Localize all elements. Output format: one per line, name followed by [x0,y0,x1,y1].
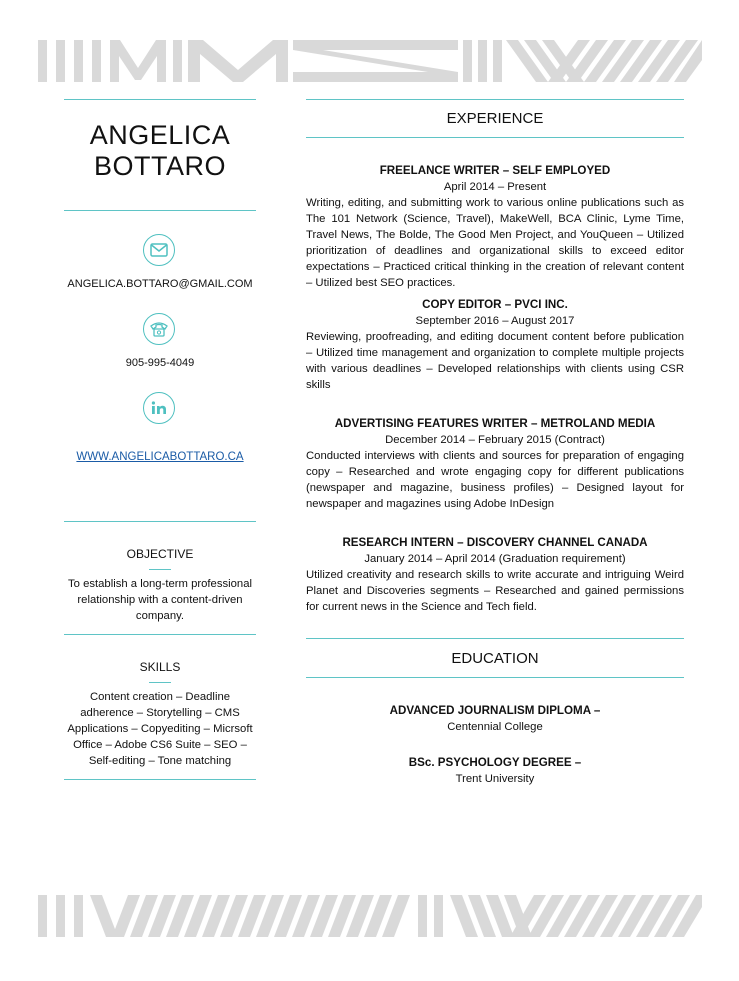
school-name: Centennial College [447,721,543,733]
email-icon [143,234,175,266]
job-dates: April 2014 – Present [443,181,547,193]
name-line-2: BOTTARO [93,151,226,181]
degree-title: ADVANCED JOURNALISM DIPLOMA – [389,704,601,717]
linkedin-icon[interactable] [143,392,175,424]
job-dates: January 2014 – April 2014 (Graduation requirement) [364,553,626,565]
education-rule-top [306,638,684,639]
job-research-intern [306,535,684,615]
decorative-band-top [38,40,702,82]
phone-icon [143,313,175,345]
left-rule-name [64,210,256,211]
job-title: RESEARCH INTERN – DISCOVERY CHANNEL CANADA [342,536,648,549]
education-rule-bottom [306,677,684,678]
job-description: Writing, editing, and submitting work to various online publications such as The 101 Network (Science, Travel), MakeWell, BCA Clinic, Lyme Time, Travel News, The Bolde, The Good Men Project, and YouQueen – Utilized prioritization of deadlines and organizational skills to exceed editor expectations – Practiced critical thinking in the creation of relevant content – Utilized best SEO practices. [306,197,684,289]
experience-rule-bottom [306,137,684,138]
education-item [306,755,684,787]
degree-title: BSc. PSYCHOLOGY DEGREE – [408,756,582,769]
decorative-band-bottom [38,895,702,937]
job-description: Conducted interviews with clients and sources for preparation of engaging copy – Researched and wrote engaging copy for different publications (newspaper and magazine, business profiles) – Designed layout for newspaper and magazines using Adobe InDesign [306,450,684,510]
email-address[interactable]: ANGELICA.BOTTARO@GMAIL.COM [67,278,253,290]
left-rule-top [64,99,256,100]
job-dates: September 2016 – August 2017 [415,315,575,327]
job-dates: December 2014 – February 2015 (Contract) [385,434,605,446]
objective-title: OBJECTIVE [126,547,194,561]
left-rule-objective [64,634,256,635]
job-copy-editor [306,297,684,393]
education-item [306,703,684,735]
left-rule-contact [64,521,256,522]
phone-number: 905-995-4049 [125,357,195,369]
job-freelance-writer [306,163,684,291]
skills-title: SKILLS [139,660,181,674]
objective-text: To establish a long-term professional relationship with a content-driven company. [68,578,252,622]
website-link[interactable]: WWW.ANGELICABOTTARO.CA [76,451,244,463]
job-advertising-writer [306,416,684,512]
experience-rule-top [306,99,684,100]
school-name: Trent University [455,773,535,785]
skills-mini-rule [149,682,171,683]
left-rule-skills [64,779,256,780]
job-description: Reviewing, proofreading, and editing document content before publication – Utilized time management and organization to complete multiple projects with various deadlines – Developed relationships with clients using CSR skills [306,331,684,391]
job-title: COPY EDITOR – PVCI INC. [422,298,568,311]
candidate-name [64,120,256,182]
education-title: EDUCATION [451,650,539,667]
job-title: FREELANCE WRITER – SELF EMPLOYED [379,164,611,177]
experience-title: EXPERIENCE [446,110,544,127]
job-description: Utilized creativity and research skills to write accurate and intriguing Weird Planet and Discoveries segments – Researched and gained permissions for current news in the Science and Tech field. [306,569,684,613]
job-title: ADVERTISING FEATURES WRITER – METROLAND MEDIA [334,417,656,430]
skills-text: Content creation – Deadline adherence – Storytelling – CMS Applications – Copyediting – Micrsoft Office – Adobe CS6 Suite – SEO – Self-editing – Tone matching [67,691,253,767]
objective-mini-rule [149,569,171,570]
name-line-1: ANGELICA [89,120,231,150]
